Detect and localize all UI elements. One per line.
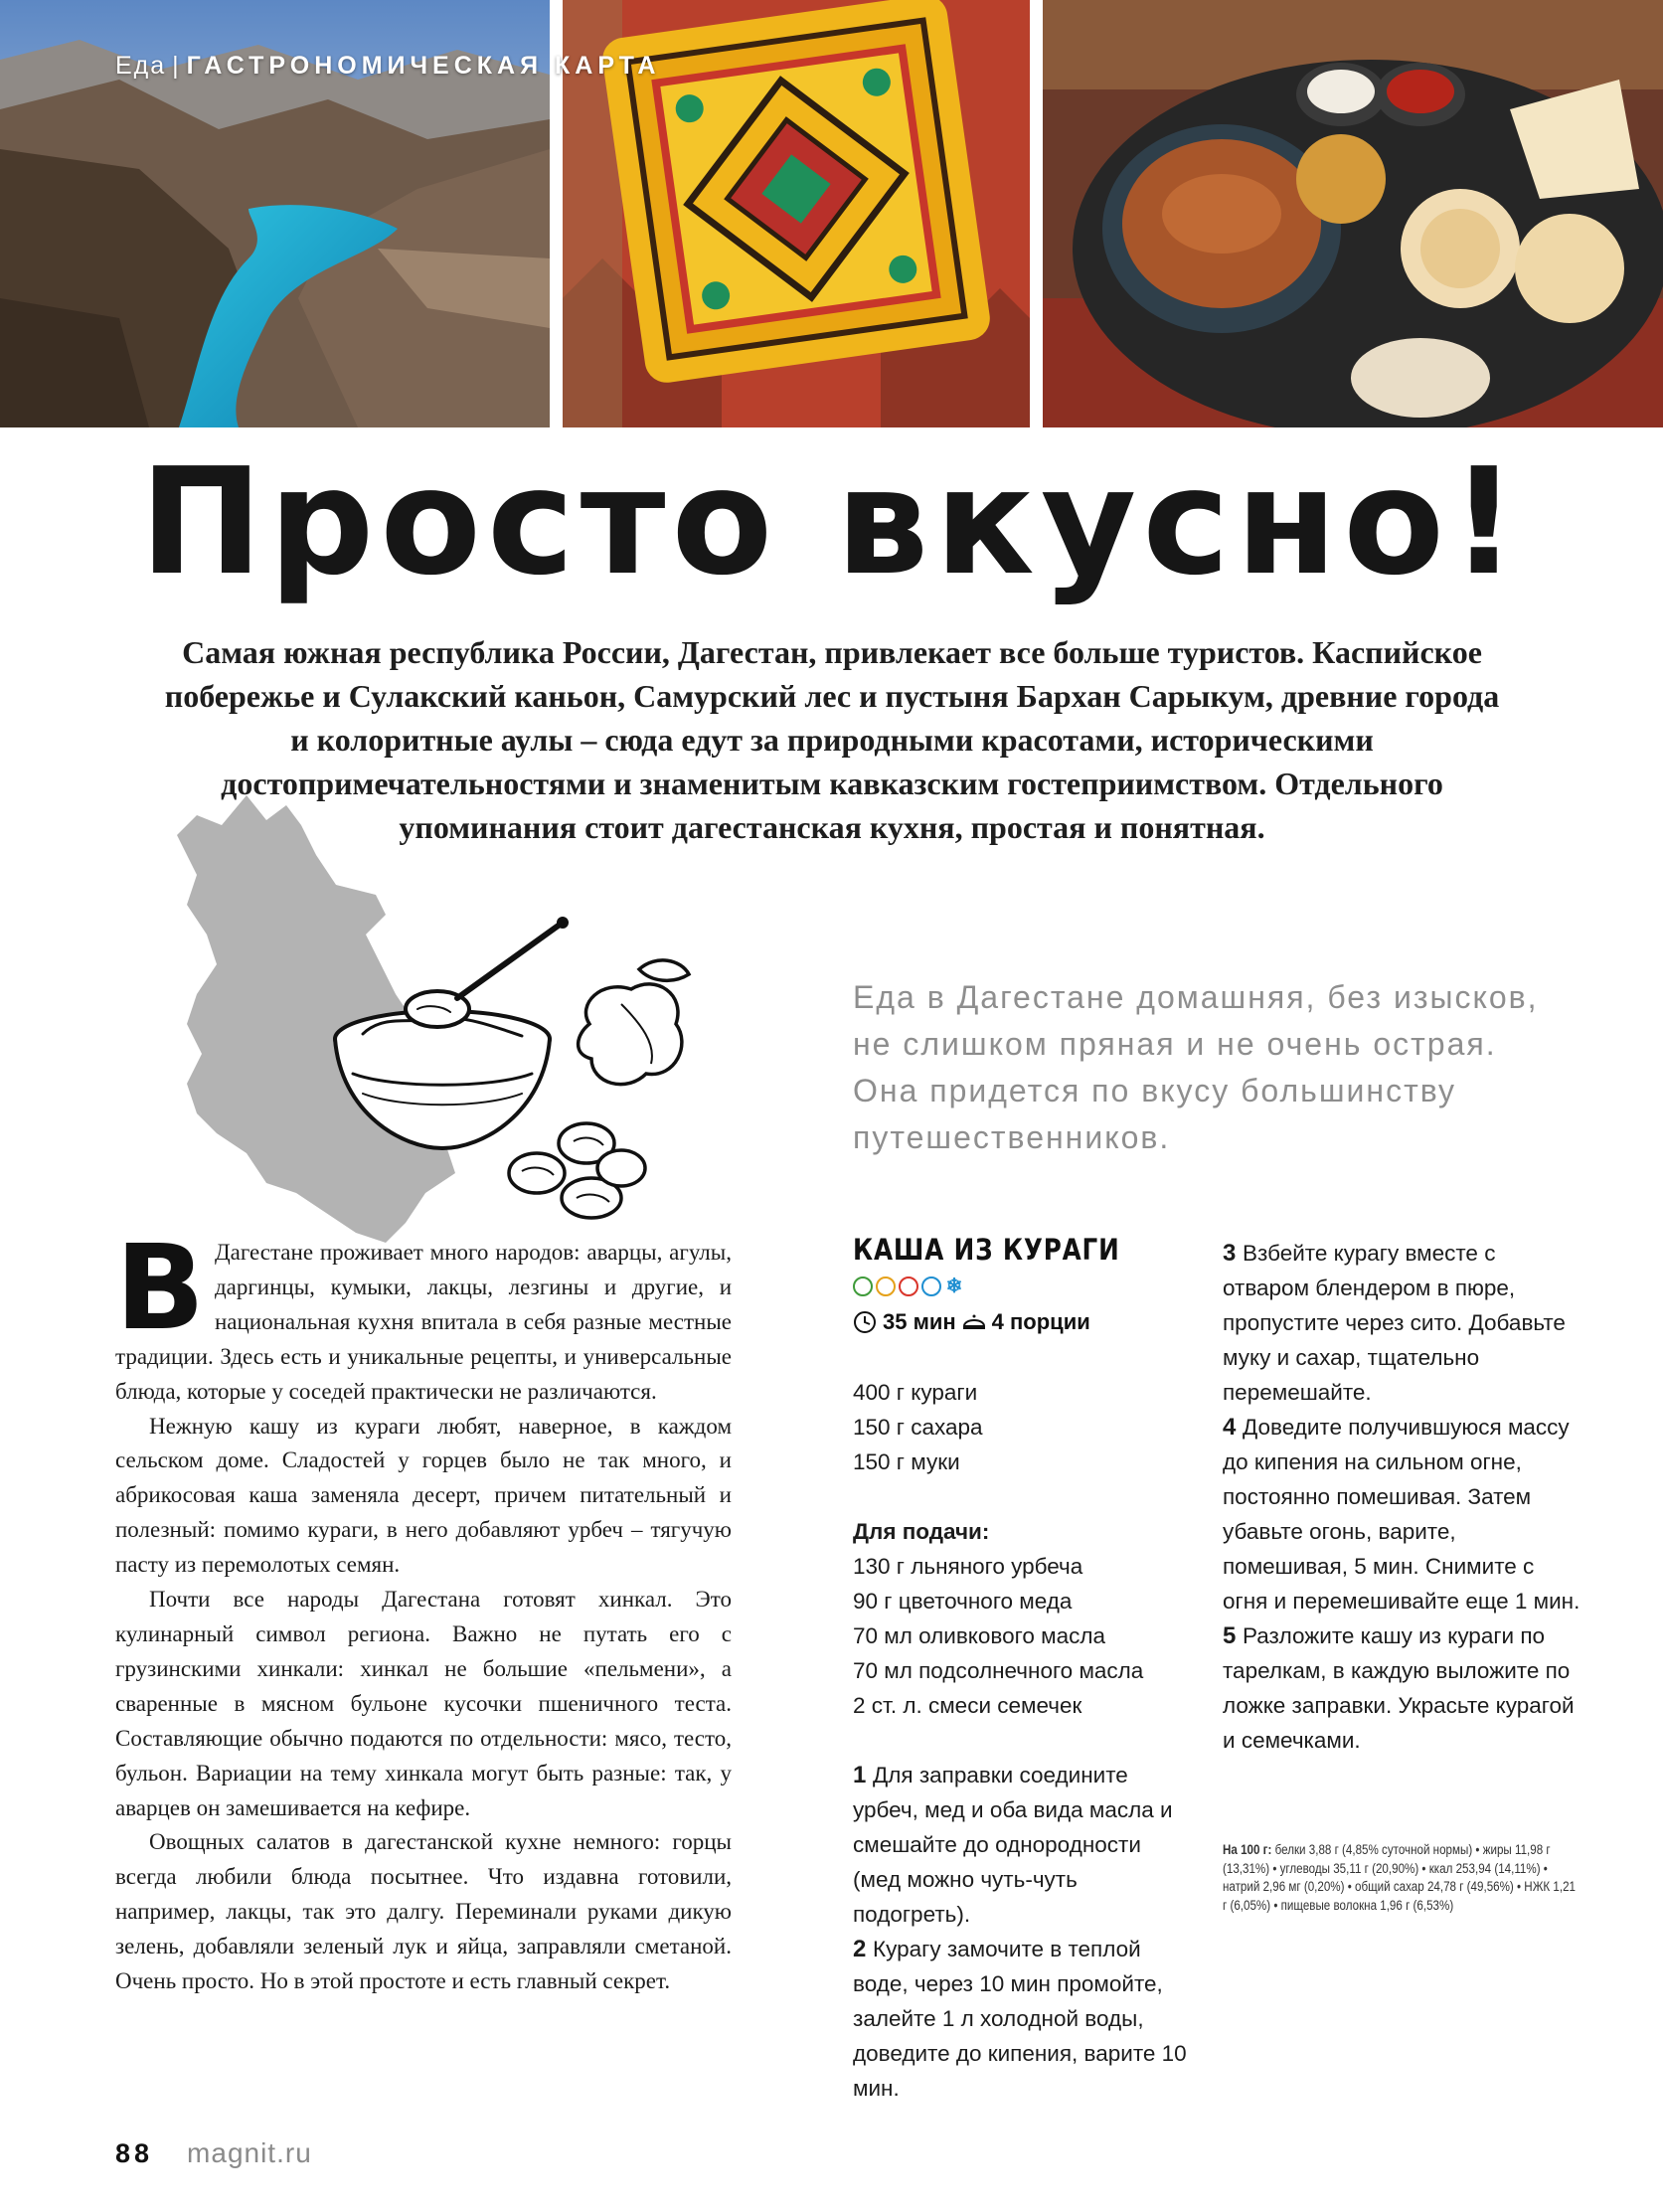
step-number: 2 — [853, 1936, 874, 1962]
page-headline: Просто вкусно! — [139, 436, 1524, 607]
article-paragraph-1 — [115, 1219, 732, 1410]
step-text: Для заправки соедините урбеч, мед и оба вида масла и смешайте до однородности (мед можно чуть-чуть подогреть). — [853, 1763, 1173, 1927]
recipe-time: 35 мин — [883, 1309, 956, 1334]
pull-quote: Еда в Дагестане домашняя, без изысков, не слишком пряная и не очень острая. Она придется по вкусу большинству путешественников. — [853, 979, 1539, 1155]
ingredient-item: 150 г муки — [853, 1449, 960, 1474]
ingredient-item: 150 г сахара — [853, 1415, 983, 1440]
serving-item: 90 г цветочного меда — [853, 1589, 1073, 1614]
step-text: Взбейте курагу вместе с отваром блендером в пюре, пропустите через сито. Добавьте муку и сахар, тщательно перемешайте. — [1223, 1241, 1566, 1405]
serving-item: 2 ст. л. смеси семечек — [853, 1693, 1082, 1718]
article-body — [115, 1219, 732, 1999]
step-text: Разложите кашу из кураги по тарелкам, в каждую выложите по ложке заправки. Украсьте курагой и семечками. — [1223, 1623, 1575, 1753]
site-url[interactable]: magnit.ru — [187, 2137, 312, 2168]
step-number: 1 — [853, 1762, 874, 1788]
article-paragraph-4: Овощных салатов в дагестанской кухне немного: горцы всегда любили блюда посытнее. Что издавна готовили, например, лакцы, так это далгу. Переминали руками дикую зелень, добавляли зеленый лук и яйца, заправляли сметаной. Очень просто. Но в этой простоте и есть главный секрет. — [115, 1829, 732, 1994]
serving-item: 70 мл оливкового масла — [853, 1623, 1105, 1648]
section-category: Еда — [115, 52, 167, 80]
drop-cap: В — [115, 1219, 205, 1356]
serving-heading: Для подачи: — [853, 1519, 990, 1544]
section-separator: | — [172, 52, 181, 80]
recipe-meta — [853, 1309, 1090, 1335]
page-footer — [115, 2137, 312, 2169]
recipe-steps-left — [853, 1758, 1191, 2106]
step-text: Доведите получившуюся массу до кипения на сильном огне, постоянно помешивая. Затем убавьте огонь, варите, помешивая, 5 мин. Снимите с огня и перемешивайте еще 1 мин. — [1223, 1415, 1580, 1614]
article-paragraph-3: Почти все народы Дагестана готовят хинкал. Это кулинарный символ региона. Важно не путать его с грузинскими хинкали: хинкал не большие «пельмени», а сваренные в мясном бульоне кусочки пшеничного теста. Составляющие обычно подаются по отдельности: мясо, тесто, бульон. Вариации на тему хинкала могут быть разные: так, у аварцев он замешивается на кефире. — [115, 1587, 732, 1820]
recipe-steps-right — [1223, 1236, 1580, 1758]
leaf-icon — [853, 1276, 873, 1296]
lead-paragraph: Самая южная республика России, Дагестан, привлекает все больше туристов. Каспийское побережье и Сулакский каньон, Самурский лес и пустыня Бархан Сарыкум, древние города и колоритные аулы – сюда едут за природными красотами, историческими достопримечательностями и знаменитым кавказским гостеприимством. Отдельного упоминания стоит дагестанская кухня, простая и понятная. — [164, 634, 1500, 845]
servings-icon — [962, 1310, 986, 1334]
ingredient-item: 400 г кураги — [853, 1380, 978, 1405]
no-meat-icon — [899, 1276, 918, 1296]
nutrition-info — [1223, 1841, 1581, 1915]
section-label — [115, 52, 660, 81]
recipe-step-1 — [853, 1758, 1191, 1932]
article-paragraph-1-text: Дагестане проживает много народов: аварцы, агулы, даргинцы, кумыки, лакцы, лезгины и другие, и национальная кухня впитала в себя разные местные традиции. Здесь есть и уникальные рецепты, и универсальные блюда, которые у соседей практически не различаются. — [115, 1240, 732, 1404]
no-gluten-icon — [921, 1276, 941, 1296]
serving-item: 130 г льняного урбеча — [853, 1554, 1083, 1579]
cheese-icon — [876, 1276, 896, 1296]
serving-item: 70 мл подсолнечного масла — [853, 1658, 1144, 1683]
nutrition-label: На 100 г: — [1223, 1842, 1272, 1857]
recipe-step-4 — [1223, 1410, 1580, 1618]
recipe-step-3 — [1223, 1236, 1580, 1410]
step-number: 3 — [1223, 1240, 1244, 1267]
ingredient-list — [853, 1375, 1181, 1479]
serving-list — [853, 1514, 1181, 1723]
diet-icons — [853, 1276, 964, 1300]
step-number: 5 — [1223, 1622, 1244, 1649]
step-number: 4 — [1223, 1414, 1244, 1441]
recipe-step-2 — [853, 1932, 1191, 2106]
article-paragraph-2: Нежную кашу из кураги любят, наверное, в каждом сельском доме. Сладостей у горцев было не так много, и абрикосовая каша заменяла десерт, причем питательный и полезный: помимо кураги, в него добавляют урбеч – тягучую пасту из перемолотых семян. — [115, 1413, 732, 1578]
page-number: 88 — [115, 2138, 154, 2168]
section-title: ГАСТРОНОМИЧЕСКАЯ КАРТА — [186, 52, 661, 80]
recipe-step-5 — [1223, 1618, 1580, 1758]
step-text: Курагу замочите в теплой воде, через 10 мин промойте, залейте 1 л холодной воды, доведите до кипения, варите 10 мин. — [853, 1937, 1187, 2101]
clock-icon — [853, 1310, 877, 1334]
nutrition-values: белки 3,88 г (4,85% суточной нормы) • жиры 11,98 г (13,31%) • углеводы 35,11 г (20,90%) • ккал 253,94 (14,11%) • натрий 2,96 мг (0,20%) • общий сахар 24,78 г (49,56%) • НЖК 1,21 г (6,05%) • пищевые волокна 1,96 г (6,53%) — [1223, 1842, 1577, 1913]
recipe-title: КАША ИЗ КУРАГИ — [853, 1233, 1120, 1267]
snowflake-icon: ❄ — [945, 1276, 963, 1297]
serving-items — [853, 1549, 1181, 1723]
photo-dagestan-dishes — [1043, 0, 1663, 427]
porridge-bowl-illustration — [323, 915, 741, 1233]
recipe-servings: 4 порции — [991, 1309, 1090, 1334]
